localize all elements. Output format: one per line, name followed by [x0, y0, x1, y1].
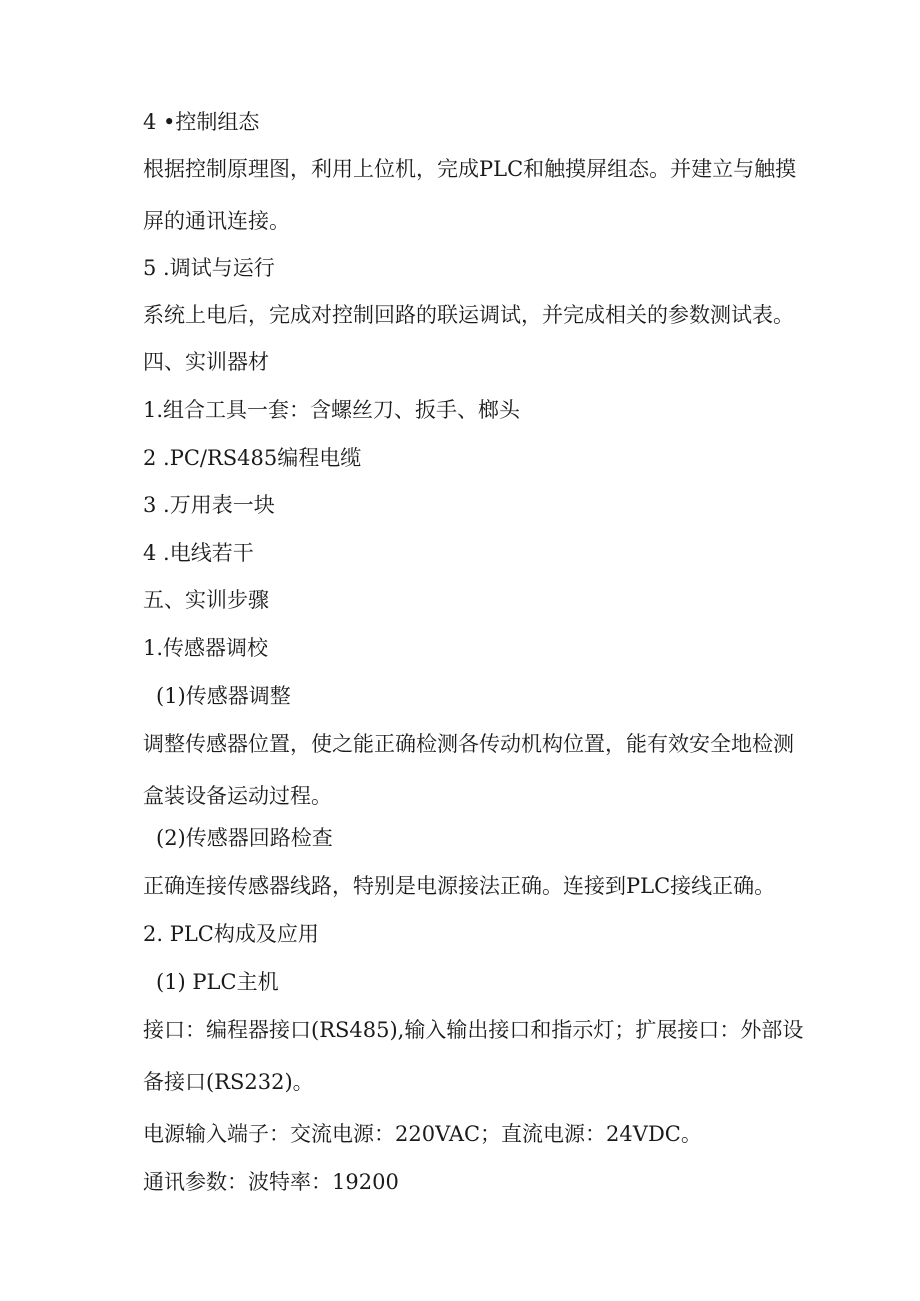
- equipment-heading: 四、实训器材: [143, 350, 269, 374]
- interface-description: [143, 1016, 823, 1096]
- step-1-sub-1-body-line-1: 调整传感器位置，使之能正确检测各传动机构位置，能有效安全地检测: [143, 732, 794, 756]
- equipment-item: 4 .电线若干: [143, 541, 254, 565]
- section-5-body: 系统上电后，完成对控制回路的联运调试，并完成相关的参数测试表。: [143, 303, 794, 327]
- section-4-body-line-1: 根据控制原理图，利用上位机，完成PLC和触摸屏组态。并建立与触摸: [143, 157, 797, 181]
- equipment-item: 3 .万用表一块: [143, 493, 275, 517]
- step-1-sub-1-body: [143, 730, 823, 810]
- section-4-body: [143, 155, 823, 235]
- communication-params: 通讯参数：波特率：19200: [143, 1170, 399, 1194]
- equipment-item: 1.组合工具一套：含螺丝刀、扳手、榔头: [143, 398, 521, 422]
- step-1-sub-1-heading: (1)传感器调整: [156, 684, 291, 708]
- step-1-heading: 1.传感器调校: [143, 636, 269, 660]
- step-1-sub-2-body: 正确连接传感器线路，特别是电源接法正确。连接到PLC接线正确。: [143, 874, 776, 898]
- interface-description-line-1: 接口：编程器接口(RS485),输入输出接口和指示灯；扩展接口：外部设: [143, 1018, 804, 1042]
- equipment-item: 2 .PC/RS485编程电缆: [143, 446, 362, 470]
- section-5-heading: 5 .调试与运行: [143, 256, 275, 280]
- step-2-sub-1-heading: (1) PLC主机: [156, 970, 279, 994]
- steps-heading: 五、实训步骤: [143, 588, 269, 612]
- section-4-body-line-2: 屏的通讯连接。: [143, 209, 290, 233]
- section-4-heading: 4 •控制组态: [143, 110, 260, 134]
- step-1-sub-1-body-line-2: 盒装设备运动过程。: [143, 784, 332, 808]
- interface-description-line-2: 备接口(RS232)。: [143, 1070, 314, 1094]
- step-1-sub-2-heading: (2)传感器回路检查: [156, 826, 333, 850]
- step-2-heading: 2. PLC构成及应用: [143, 922, 319, 946]
- power-terminals: 电源输入端子：交流电源：220VAC；直流电源：24VDC。: [143, 1122, 702, 1146]
